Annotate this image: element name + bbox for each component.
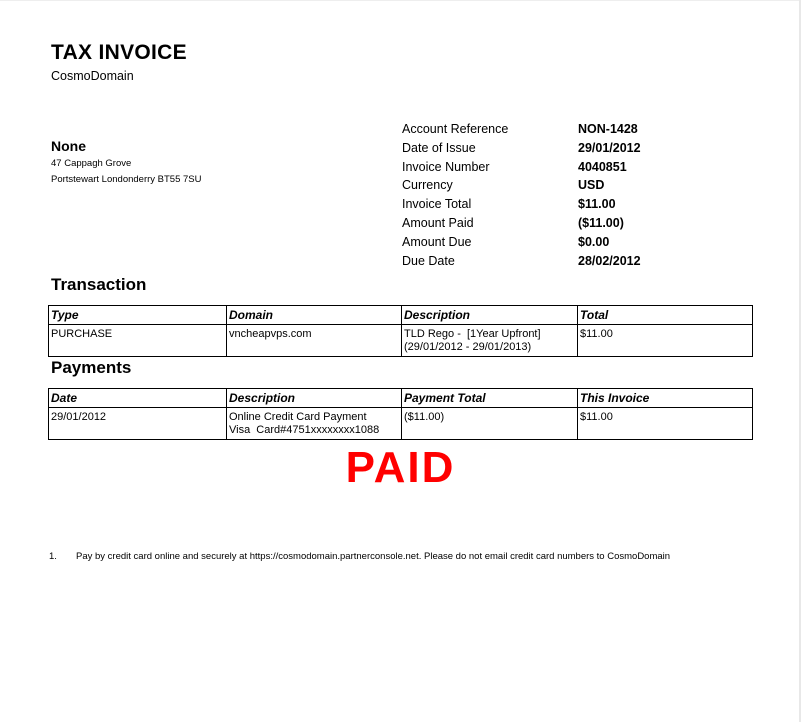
meta-label: Amount Due (402, 234, 472, 249)
meta-label: Currency (402, 178, 453, 193)
col-header-description: Description (227, 389, 402, 408)
footnote-text: Pay by credit card online and securely at https://cosmodomain.partnerconsole.net. Please do not email credit card numbers to CosmoDomain (76, 551, 671, 562)
description-line1: Online Credit Card Payment (229, 411, 367, 423)
cell-date: 29/01/2012 (49, 408, 227, 440)
paid-stamp: PAID (345, 443, 456, 492)
col-header-domain: Domain (227, 306, 402, 325)
meta-value: 28/02/2012 (578, 253, 641, 268)
col-header-this-invoice: This Invoice (578, 389, 753, 408)
meta-value: $11.00 (578, 197, 616, 212)
meta-label: Invoice Total (402, 197, 472, 212)
col-header-payment-total: Payment Total (402, 389, 578, 408)
meta-value: 4040851 (578, 159, 627, 174)
cell-total: $11.00 (578, 325, 753, 357)
meta-label: Amount Paid (402, 215, 474, 230)
cell-domain: vncheapvps.com (227, 325, 402, 357)
description-line1: TLD Rego - [1Year Upfront] (404, 328, 541, 340)
meta-label: Due Date (402, 253, 455, 268)
col-header-total: Total (578, 306, 753, 325)
description-line2: Visa Card#4751xxxxxxxx1088 (229, 423, 380, 436)
cell-description (402, 325, 578, 357)
col-header-date: Date (49, 389, 227, 408)
invoice-title: TAX INVOICE (51, 41, 187, 64)
cell-this-invoice: $11.00 (578, 408, 753, 440)
cell-type: PURCHASE (49, 325, 227, 357)
table-header-row (49, 389, 753, 408)
meta-value: USD (578, 178, 605, 193)
meta-row-invoice-number (402, 160, 641, 179)
transaction-section-title: Transaction (51, 275, 147, 294)
invoice-meta (402, 122, 641, 272)
meta-label: Account Reference (402, 122, 509, 136)
meta-value: ($11.00) (578, 215, 624, 230)
col-header-description: Description (402, 306, 578, 325)
payments-table (48, 388, 753, 440)
customer-address-line2: Portstewart Londonderry BT55 7SU (51, 174, 202, 185)
meta-row-amount-paid (402, 216, 641, 235)
col-header-type: Type (49, 306, 227, 325)
meta-row-date-of-issue (402, 141, 641, 160)
meta-row-due-date (402, 254, 641, 273)
meta-row-currency (402, 178, 641, 197)
customer-address-line1: 47 Cappagh Grove (51, 158, 132, 169)
meta-row-amount-due (402, 235, 641, 254)
meta-value: $0.00 (578, 234, 610, 249)
meta-value: NON-1428 (578, 122, 638, 136)
page-edge-top (0, 0, 801, 1)
meta-label: Invoice Number (402, 159, 490, 174)
table-header-row (49, 306, 753, 325)
meta-row-account-reference (402, 122, 641, 141)
meta-label: Date of Issue (402, 140, 476, 155)
meta-row-invoice-total (402, 197, 641, 216)
payments-section-title: Payments (51, 358, 132, 377)
transaction-table (48, 305, 753, 357)
cell-payment-total: ($11.00) (402, 408, 578, 440)
cell-description (227, 408, 402, 440)
description-line2: (29/01/2012 - 29/01/2013) (404, 340, 532, 353)
company-name: CosmoDomain (51, 69, 134, 83)
footnote-number: 1. (49, 551, 57, 562)
meta-value: 29/01/2012 (578, 140, 641, 155)
table-row (49, 325, 753, 357)
table-row (49, 408, 753, 440)
footnote (49, 551, 670, 562)
customer-name: None (51, 138, 86, 154)
